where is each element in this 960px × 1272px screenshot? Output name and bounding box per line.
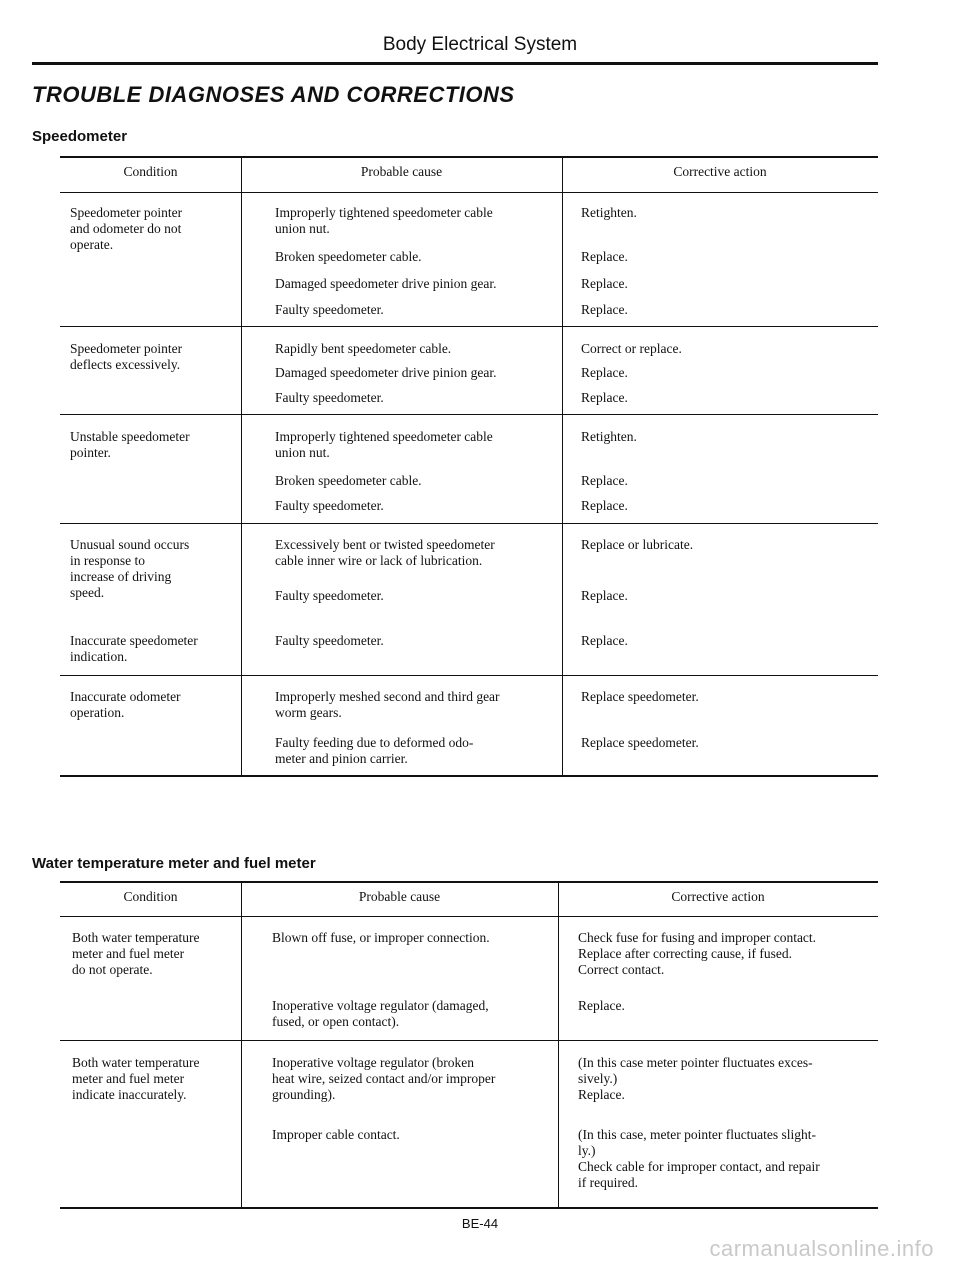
page-header: Body Electrical System — [382, 34, 578, 55]
action-text: Replace. — [581, 473, 628, 488]
page-number: BE-44 — [461, 1216, 499, 1231]
cause-text: union nut. — [275, 221, 330, 236]
header-rule — [32, 62, 878, 65]
watermark: carmanualsonline.info — [709, 1236, 934, 1261]
cause-text: fused, or open contact). — [272, 1014, 400, 1029]
cause-text: Faulty speedometer. — [275, 498, 384, 513]
action-text: Replace. — [581, 390, 628, 405]
condition-text: and odometer do not — [70, 221, 182, 236]
action-text: Replace or lubricate. — [581, 537, 694, 552]
action-text: (In this case, meter pointer fluctuates slight- — [578, 1127, 817, 1142]
condition-text: indicate inaccurately. — [72, 1087, 187, 1102]
column-header: Condition — [123, 164, 178, 179]
column-divider — [241, 881, 242, 1207]
action-text: Retighten. — [581, 429, 637, 444]
condition-text: in response to — [70, 553, 145, 568]
cause-text: Damaged speedometer drive pinion gear. — [275, 276, 497, 291]
cause-text: Inoperative voltage regulator (damaged, — [272, 998, 489, 1013]
cause-text: Improperly tightened speedometer cable — [275, 429, 493, 444]
row-separator — [60, 675, 878, 676]
action-text: (In this case meter pointer fluctuates exces- — [578, 1055, 813, 1070]
column-divider — [558, 881, 559, 1207]
speedometer-section-title: Speedometer — [32, 128, 128, 145]
action-text: Replace. — [581, 276, 628, 291]
cause-text: heat wire, seized contact and/or improper — [272, 1071, 496, 1086]
row-separator — [60, 523, 878, 524]
condition-text: Inaccurate speedometer — [70, 633, 198, 648]
table-bottom-rule — [60, 775, 878, 777]
column-header: Corrective action — [671, 889, 765, 904]
water-fuel-section-title: Water temperature meter and fuel meter — [32, 855, 316, 872]
action-text: Replace speedometer. — [581, 735, 699, 750]
action-text: Replace. — [581, 498, 628, 513]
action-text: Replace. — [581, 302, 628, 317]
action-text: Check fuse for fusing and improper contact. — [578, 930, 817, 945]
column-header: Probable cause — [360, 164, 443, 179]
cause-text: Faulty speedometer. — [275, 302, 384, 317]
table-top-rule — [60, 881, 878, 883]
cause-text: Improperly tightened speedometer cable — [275, 205, 493, 220]
cause-text: Blown off fuse, or improper connection. — [272, 930, 490, 945]
condition-text: Unusual sound occurs — [70, 537, 190, 552]
cause-text: Faulty speedometer. — [275, 633, 384, 648]
condition-text: Speedometer pointer — [70, 341, 183, 356]
condition-text: Both water temperature — [72, 1055, 200, 1070]
action-text: Replace. — [578, 998, 625, 1013]
action-text: if required. — [578, 1175, 638, 1190]
cause-text: Damaged speedometer drive pinion gear. — [275, 365, 497, 380]
column-divider — [562, 156, 563, 775]
cause-text: Rapidly bent speedometer cable. — [275, 341, 452, 356]
action-text: Correct contact. — [578, 962, 665, 977]
condition-text: speed. — [70, 585, 105, 600]
condition-text: Both water temperature — [72, 930, 200, 945]
header-rule — [60, 916, 878, 917]
column-divider — [241, 156, 242, 775]
cause-text: Faulty feeding due to deformed odo- — [275, 735, 474, 750]
cause-text: meter and pinion carrier. — [275, 751, 408, 766]
cause-text: Broken speedometer cable. — [275, 473, 422, 488]
cause-text: worm gears. — [275, 705, 342, 720]
condition-text: increase of driving — [70, 569, 172, 584]
action-text: Replace. — [581, 633, 628, 648]
header-rule — [60, 192, 878, 193]
condition-text: operation. — [70, 705, 125, 720]
cause-text: Improper cable contact. — [272, 1127, 400, 1142]
row-separator — [60, 414, 878, 415]
action-text: ly.) — [578, 1143, 596, 1158]
condition-text: do not operate. — [72, 962, 153, 977]
action-text: Replace. — [581, 249, 628, 264]
row-separator — [60, 1040, 878, 1041]
condition-text: Inaccurate odometer — [70, 689, 181, 704]
cause-text: Excessively bent or twisted speedometer — [275, 537, 495, 552]
cause-text: Inoperative voltage regulator (broken — [272, 1055, 475, 1070]
cause-text: Faulty speedometer. — [275, 588, 384, 603]
action-text: Replace. — [581, 588, 628, 603]
table-top-rule — [60, 156, 878, 158]
action-text: Replace. — [581, 365, 628, 380]
action-text: Replace speedometer. — [581, 689, 699, 704]
cause-text: union nut. — [275, 445, 330, 460]
condition-text: indication. — [70, 649, 128, 664]
condition-text: operate. — [70, 237, 114, 252]
column-header: Condition — [123, 889, 178, 904]
action-text: sively.) — [578, 1071, 618, 1086]
condition-text: Speedometer pointer — [70, 205, 183, 220]
row-separator — [60, 326, 878, 327]
action-text: Check cable for improper contact, and repair — [578, 1159, 820, 1174]
cause-text: grounding). — [272, 1087, 336, 1102]
condition-text: meter and fuel meter — [72, 1071, 185, 1086]
column-header: Probable cause — [358, 889, 441, 904]
cause-text: Improperly meshed second and third gear — [275, 689, 500, 704]
cause-text: cable inner wire or lack of lubrication. — [275, 553, 483, 568]
condition-text: meter and fuel meter — [72, 946, 185, 961]
action-text: Retighten. — [581, 205, 637, 220]
main-title: TROUBLE DIAGNOSES AND CORRECTIONS — [32, 82, 515, 107]
action-text: Correct or replace. — [581, 341, 682, 356]
cause-text: Faulty speedometer. — [275, 390, 384, 405]
table-bottom-rule — [60, 1207, 878, 1209]
action-text: Replace after correcting cause, if fused. — [578, 946, 793, 961]
condition-text: Unstable speedometer — [70, 429, 190, 444]
column-header: Corrective action — [673, 164, 767, 179]
cause-text: Broken speedometer cable. — [275, 249, 422, 264]
condition-text: deflects excessively. — [70, 357, 181, 372]
action-text: Replace. — [578, 1087, 625, 1102]
condition-text: pointer. — [70, 445, 111, 460]
